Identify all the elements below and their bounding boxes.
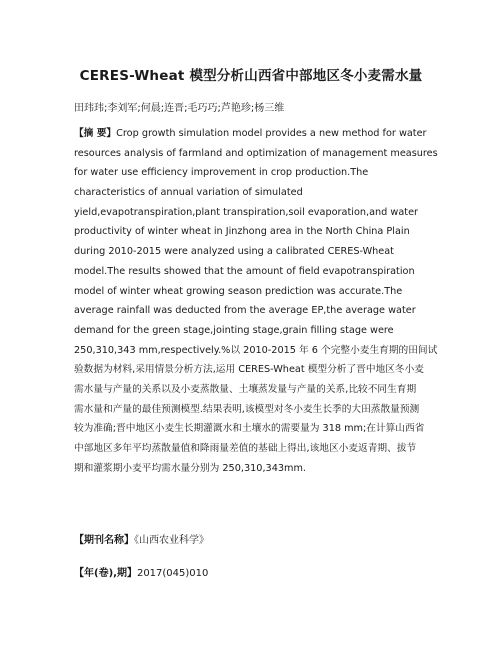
- year-volume-issue-field: [74, 564, 208, 579]
- document-title: CERES-Wheat 模型分析山西省中部地区冬小麦需水量: [79, 68, 423, 84]
- journal-field: [74, 531, 209, 546]
- author-list: 田玮玮;李刘军;何晨;连晋;毛巧巧;芦艳珍;杨三维: [74, 103, 285, 114]
- abstract-line: 较为准确;晋中地区小麦生长期灌溉水和土壤水的需要量为 318 mm;在计算山西省: [74, 423, 425, 435]
- abstract-line: 中部地区多年平均蒸散量值和降雨量差值的基础上得出,该地区小麦返青期、拔节: [74, 443, 417, 454]
- abstract-line: for water use efficiency improvement in crop production.The: [74, 167, 369, 179]
- year-volume-issue-value: 2017(045)010: [136, 568, 209, 579]
- abstract-block: [74, 124, 444, 478]
- abstract-line: 需水量和产量的最佳预测模型.结果表明,该模型对冬小麦生长季的大田蒸散量预测: [74, 403, 420, 415]
- abstract-line: 验数据为材料,采用情景分析方法,运用 CERES-Wheat 模型分析了晋中地区冬小麦: [74, 364, 424, 376]
- abstract-line: demand for the green stage,jointing stage,grain filling stage were: [74, 324, 394, 336]
- year-volume-issue-label: 【年(卷),期】: [74, 568, 137, 579]
- journal-value: 《山西农业科学》: [134, 535, 209, 546]
- abstract-line: characteristics of annual variation of simulated: [74, 187, 303, 199]
- abstract-label: 【摘 要】: [74, 128, 117, 139]
- abstract-line: average rainfall was deducted from the average EP,the average water: [74, 305, 416, 317]
- abstract-line: yield,evapotranspiration,plant transpiration,soil evaporation,and water: [74, 206, 419, 218]
- abstract-line: 期和灌浆期小麦平均需水量分别为 250,310,343mm.: [74, 462, 306, 474]
- abstract-line: [74, 124, 444, 144]
- abstract-line: productivity of winter wheat in Jinzhong area in the North China Plain: [74, 226, 410, 238]
- abstract-line: model.The results showed that the amount of field evapotranspiration: [74, 265, 415, 277]
- abstract-line: 需水量与产量的关系以及小麦蒸散量、土壤蒸发量与产量的关系,比较不同生育期: [74, 383, 417, 395]
- abstract-line: resources analysis of farmland and optimization of management measures: [74, 147, 438, 159]
- abstract-text: Crop growth simulation model provides a new method for water: [116, 128, 427, 139]
- abstract-line: 250,310,343 mm,respectively.%以 2010-2015 年 6 个完整小麦生育期的田间试: [74, 344, 438, 356]
- abstract-line: model of winter wheat growing season prediction was accurate.The: [74, 285, 403, 297]
- journal-label: 【期刊名称】: [74, 535, 134, 546]
- abstract-line: during 2010-2015 were analyzed using a calibrated CERES-Wheat: [74, 246, 394, 258]
